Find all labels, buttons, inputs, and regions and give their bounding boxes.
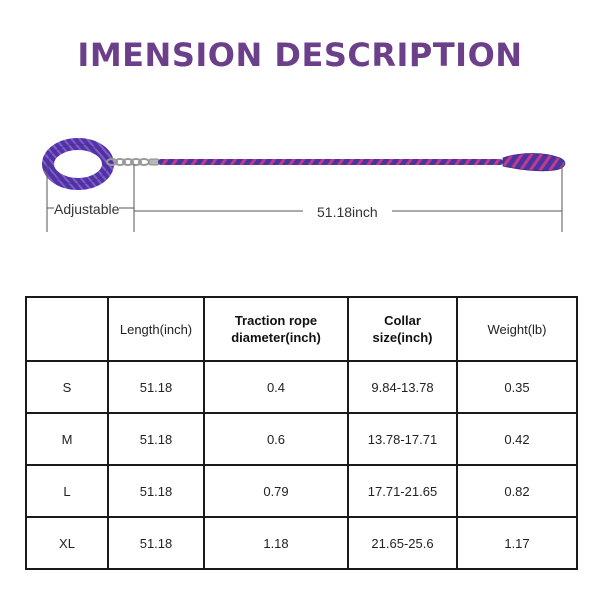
table-row [26, 517, 577, 569]
cell-weight: 0.42 [457, 413, 577, 465]
cell-size: XL [26, 517, 108, 569]
collar-loop [48, 144, 108, 184]
cell-diameter: 0.79 [204, 465, 348, 517]
cell-diameter: 0.6 [204, 413, 348, 465]
cell-weight: 0.82 [457, 465, 577, 517]
cell-weight: 0.35 [457, 361, 577, 413]
cell-collar: 17.71-21.65 [348, 465, 457, 517]
cell-length: 51.18 [108, 413, 204, 465]
cell-diameter: 1.18 [204, 517, 348, 569]
cell-collar: 21.65-25.6 [348, 517, 457, 569]
size-table [25, 296, 578, 570]
cell-size: M [26, 413, 108, 465]
dimension-lines [47, 164, 562, 232]
adjustable-label: Adjustable [54, 201, 120, 217]
header-weight: Weight(lb) [457, 297, 577, 361]
table-header-row [26, 297, 577, 361]
cell-length: 51.18 [108, 465, 204, 517]
header-cell-empty [26, 297, 108, 361]
handle-loop [503, 154, 565, 171]
cell-weight: 1.17 [457, 517, 577, 569]
table-row [26, 465, 577, 517]
cell-size: S [26, 361, 108, 413]
table-row [26, 361, 577, 413]
header-collar-text: Collar size(inch) [372, 313, 433, 345]
cell-size: L [26, 465, 108, 517]
clip [149, 159, 159, 165]
rope [158, 159, 503, 165]
header-diameter-text: Traction rope diameter(inch) [231, 313, 321, 345]
cell-collar: 9.84-13.78 [348, 361, 457, 413]
header-diameter [204, 297, 348, 361]
cell-collar: 13.78-17.71 [348, 413, 457, 465]
header-length: Length(inch) [108, 297, 204, 361]
cell-diameter: 0.4 [204, 361, 348, 413]
header-collar [348, 297, 457, 361]
cell-length: 51.18 [108, 517, 204, 569]
page-title: IMENSION DESCRIPTION [77, 36, 523, 74]
leash-diagram [0, 130, 600, 240]
cell-length: 51.18 [108, 361, 204, 413]
table-row [26, 413, 577, 465]
length-label: 51.18inch [303, 203, 392, 221]
